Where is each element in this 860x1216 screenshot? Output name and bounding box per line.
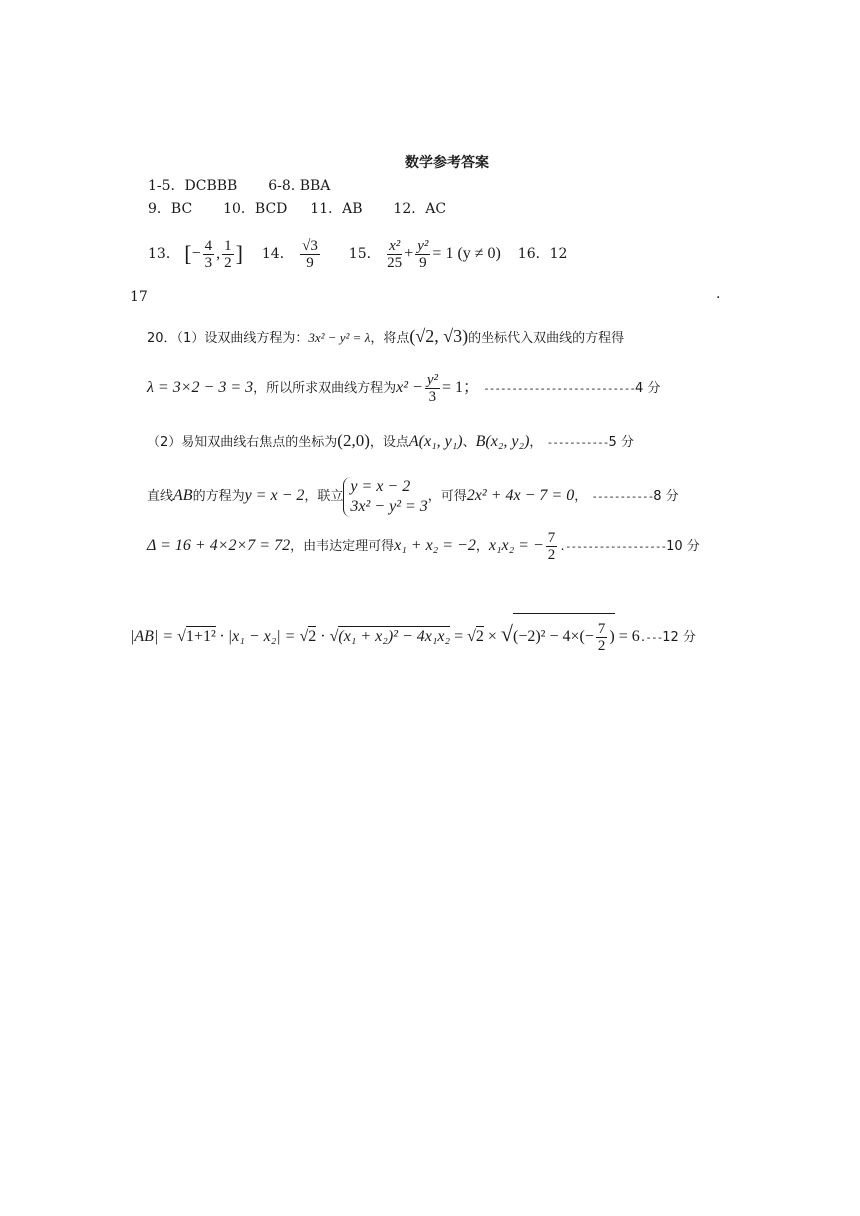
answer-6-8: 6-8. BBA [268, 178, 331, 194]
p20-text: ，将点 [370, 331, 410, 346]
p20-text: ，由韦达定理可得 [290, 539, 395, 554]
p20-text: ， [529, 435, 543, 450]
stray-dot: . [716, 286, 721, 302]
p20-equation: · |x₁ − x₂| = [215, 628, 300, 645]
fraction [300, 238, 320, 271]
p20-equation: x₁x₂ = − [488, 537, 544, 554]
radicand: 2 [308, 628, 317, 645]
score-leader: ----------- [546, 436, 609, 449]
p20-equation: = [450, 628, 468, 645]
answer-17: 17 [130, 289, 148, 305]
p20-line-5 [147, 528, 700, 565]
answers-row-1 [148, 176, 330, 196]
p20-line-4 [147, 474, 679, 519]
p20-point: (√2, √3) [409, 326, 469, 346]
numerator: 7 [547, 530, 556, 546]
p20-text: （2）易知双曲线右焦点的坐标为 [147, 435, 338, 450]
p20-line-2 [147, 370, 660, 407]
score: 4 分 [634, 381, 661, 396]
score: 5 分 [608, 435, 634, 450]
system-eq-1: y = x − 2 [350, 477, 411, 495]
numerator: y² [417, 237, 429, 254]
numerator: √3 [302, 237, 318, 254]
p20-text: ，所以所求双曲线方程为 [253, 381, 397, 396]
score-leader: .--- [639, 631, 663, 644]
equation-system [343, 477, 427, 517]
p20-equation: = 1； [442, 379, 480, 396]
answers-row-2 [148, 199, 446, 219]
p20-equation: × [483, 628, 501, 645]
p20-text: 的坐标代入双曲线的方程得 [468, 331, 625, 346]
answer-16: 16．12 [517, 246, 568, 262]
page-title: 数学参考答案 [405, 155, 489, 171]
p20-equation: y = x − 2 [244, 487, 305, 504]
p20-segment: AB [173, 487, 193, 504]
p20-text: 直线 [147, 489, 174, 504]
p20-point: B(x₂, y₂) [475, 433, 530, 450]
p20-text: 20．（1）设双曲线方程为： [147, 331, 309, 346]
p20-equation: x² − [396, 379, 423, 396]
answer-1-5: 1-5．DCBBB [148, 178, 238, 194]
score: 10 分 [666, 539, 700, 554]
answer-12: 12．AC [393, 201, 447, 217]
p20-equation: Δ = 16 + 4×2×7 = 72 [147, 537, 291, 554]
denominator: 2 [547, 547, 556, 563]
fraction [415, 238, 430, 271]
denominator: 9 [306, 254, 314, 271]
p20-text: 的方程为 [192, 489, 245, 504]
p20-equation: = 6 [614, 628, 640, 645]
answer-13-label: 13． [148, 246, 180, 262]
score-leader: --------------------------- [483, 382, 635, 395]
p20-text: ，设点 [369, 435, 409, 450]
p20-equation: · [316, 628, 330, 645]
p20-text: 、 [462, 435, 476, 450]
p20-text: ，联立 [304, 489, 344, 504]
denominator: 2 [224, 254, 232, 271]
numerator: 1 [224, 237, 232, 254]
denominator: 3 [204, 254, 213, 271]
fraction [387, 238, 402, 271]
numerator: 4 [204, 237, 213, 254]
radicand: 1+1² [185, 628, 216, 645]
fraction [203, 238, 215, 271]
p20-line-3 [147, 431, 634, 453]
numerator: x² [389, 237, 401, 254]
p20-text: ，可得 [427, 489, 467, 504]
answers-row-3: 13． [− $\frac{4}{3}$ , $\frac{1}{2}$ ] 14． $\frac{√3}{9}$ 15． $\frac{\text{x²}}{25}$ + $\frac{\text{y²}}{9}$ = 1 (y ≠ 0) 16．12 [148, 237, 568, 271]
answer-9: 9．BC [148, 201, 193, 217]
fraction [425, 372, 440, 405]
answer-15-label: 15． [348, 246, 381, 262]
p20-equation: 2x² + 4x − 7 = 0 [466, 487, 575, 504]
p20-text: ， [574, 489, 588, 504]
score-leader: ----------- [591, 490, 654, 503]
numerator: 7 [597, 621, 606, 637]
denominator: 9 [419, 254, 427, 271]
fraction [546, 530, 558, 563]
fraction [596, 621, 608, 654]
score: 8 分 [653, 489, 679, 504]
score-leader: .------------------ [559, 540, 667, 553]
answer-10: 10．BCD [223, 201, 288, 217]
answer-11: 11．AB [310, 201, 363, 217]
fraction [222, 238, 234, 271]
p20-line-6: |AB| = √1+1² · |x₁ − x₂| = √2 · √(x₁ + x₂)² − 4x₁x₂ = √2 × √(−2)² − 4×(− $\frac{7}{2}$ ) = 6.---12 分 [130, 612, 696, 660]
p20-text: ， [475, 539, 489, 554]
numerator: y² [426, 372, 438, 388]
denominator: 2 [597, 638, 606, 654]
denominator: 25 [387, 254, 403, 271]
denominator: 3 [428, 389, 437, 405]
radicand: (x₁ + x₂)² − 4x₁x₂ [338, 628, 451, 645]
score: 12 分 [662, 630, 696, 645]
p20-point: (2,0) [337, 431, 370, 450]
answer-14-label: 14． [261, 246, 294, 262]
p20-equation: 3x² − y² = λ [308, 330, 371, 345]
p20-line-1 [147, 326, 624, 349]
p20-equation: x₁ + x₂ = −2 [394, 537, 476, 554]
radicand: 2 [475, 628, 484, 645]
answer-15-rest: = 1 (y ≠ 0) [432, 245, 501, 262]
p20-point: A(x₁, y₁) [408, 433, 463, 450]
system-eq-2: 3x² − y² = 3 [350, 497, 428, 515]
p20-equation: λ = 3×2 − 3 = 3 [147, 379, 254, 396]
radicand: (−2)² − 4× [512, 628, 580, 645]
p20-equation: |AB| = [130, 628, 178, 645]
